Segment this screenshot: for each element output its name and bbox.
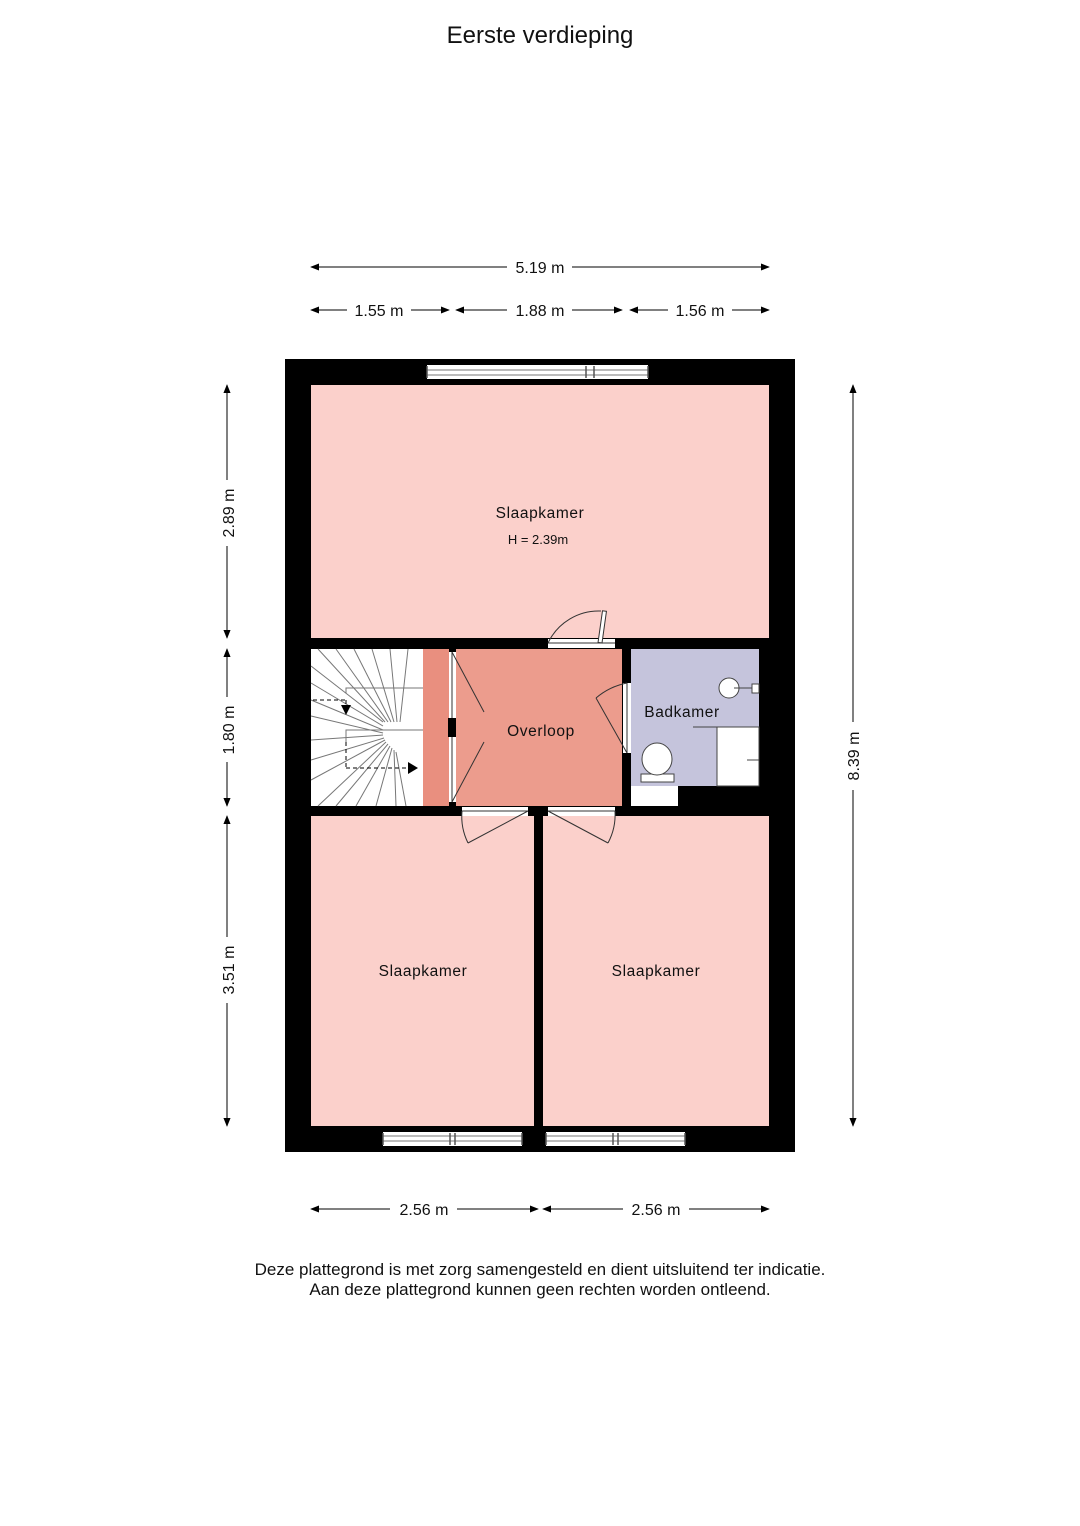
room-stairwell [311,649,423,806]
disclaimer-line-1: Deze plattegrond is met zorg samengesteld en dient uitsluitend ter indicatie. [254,1260,826,1279]
dim-label-top-right: 1.56 m [675,303,725,320]
dim-label-left-bottom: 3.51 m [221,945,238,995]
bathroom-toilet [641,743,674,782]
dim-label-top-left: 1.55 m [354,303,404,320]
room-label-landing: Overloop [507,723,575,740]
dim-label-total-width: 5.19 m [515,260,565,277]
dim-label-left-middle: 1.80 m [221,705,238,755]
dim-label-top-middle: 1.88 m [515,303,565,320]
dim-label-right-total: 8.39 m [846,731,863,781]
room-label-bathroom: Badkamer [644,704,720,721]
dim-label-bottom-right: 2.56 m [631,1202,681,1219]
bathroom-niche [631,786,678,806]
disclaimer [0,1260,1080,1300]
window-bottom-right [546,1132,685,1146]
room-label-bedroom-top: Slaapkamer [495,505,585,522]
floor-title: Eerste verdieping [446,22,634,49]
window-top [427,365,648,379]
window-bottom-left [383,1132,522,1146]
dim-label-bottom-left: 2.56 m [399,1202,449,1219]
disclaimer-line-2: Aan deze plattegrond kunnen geen rechten worden ontleend. [309,1280,771,1299]
room-label-bedroom-bottom-right: Slaapkamer [611,963,701,980]
room-height-label: H = 2.39m [507,532,569,547]
room-landing-strip [423,649,449,806]
dim-label-left-top: 2.89 m [221,488,238,538]
room-label-bedroom-bottom-left: Slaapkamer [378,963,468,980]
